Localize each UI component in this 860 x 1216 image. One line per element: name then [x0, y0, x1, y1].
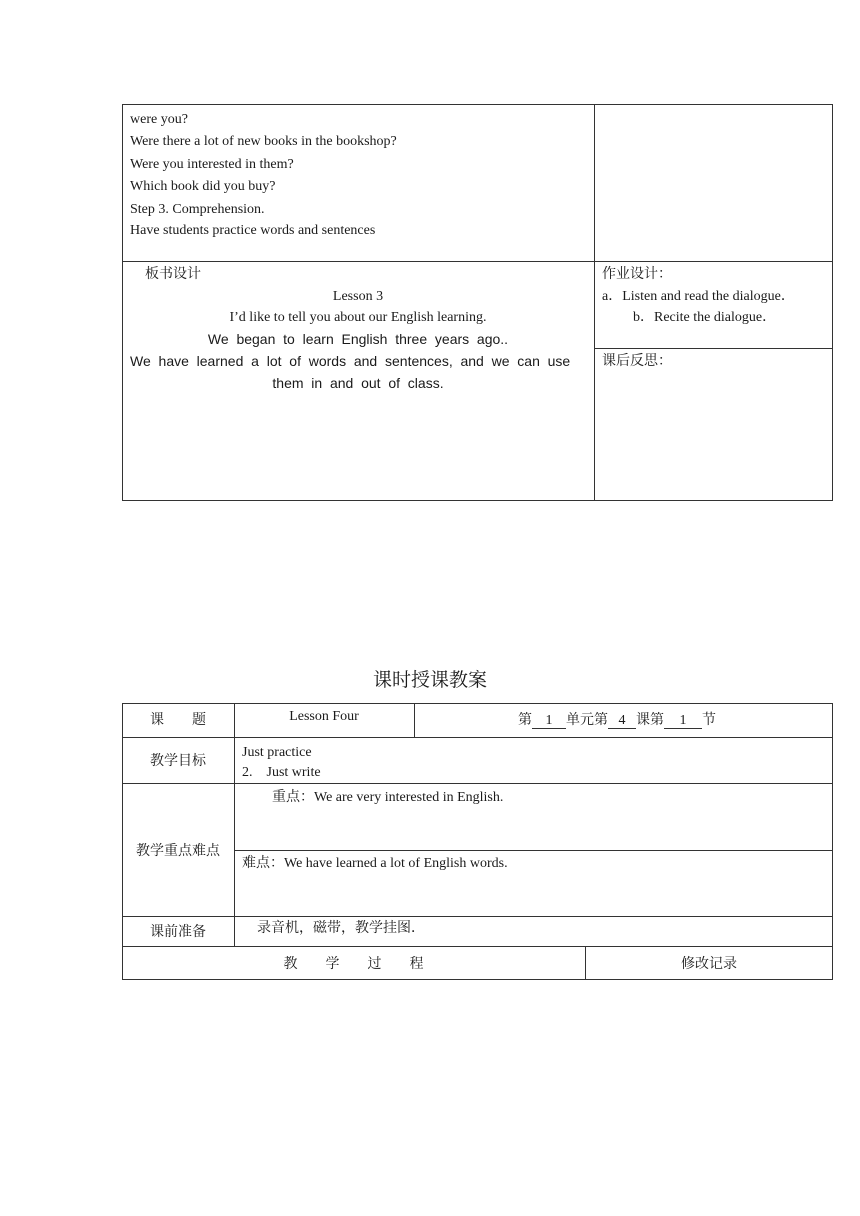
board-line: them in and out of class.: [272, 375, 444, 391]
unit-prefix: 第: [518, 713, 532, 728]
homework-item: a．Listen and read the dialogue．: [602, 289, 795, 304]
step-line: Which book did you buy?: [130, 179, 276, 194]
topic-value: Lesson Four: [289, 709, 359, 724]
row-divider: [122, 783, 833, 784]
prep-value: 录音机，磁带，教学挂图．: [257, 921, 425, 936]
step-line: Step 3. Comprehension.: [130, 202, 265, 217]
row-divider: [122, 737, 833, 738]
prep-label: 课前准备: [150, 925, 206, 940]
homework-label: 作业设计：: [602, 267, 672, 282]
lesson-number: 4: [608, 714, 636, 729]
row-divider: [122, 916, 833, 917]
topic-label: 课 题: [150, 713, 206, 728]
goal-item: Just practice: [242, 745, 312, 760]
board-line: I’d like to tell you about our English learning.: [229, 310, 487, 325]
step-line: Were you interested in them?: [130, 157, 294, 172]
upper-table-column-divider: [594, 104, 595, 501]
homework-reflection-divider: [594, 348, 833, 349]
step-line: were you?: [130, 112, 188, 127]
process-label: 教 学 过 程: [283, 957, 424, 972]
reflection-label: 课后反思：: [602, 354, 672, 369]
unit-suffix: 节: [702, 713, 716, 728]
key-difficult-label: 教学重点难点: [136, 844, 220, 859]
unit-lesson-period: [518, 713, 716, 729]
board-line: We have learned a lot of words and sentences, and we can use: [130, 353, 571, 369]
row-divider: [234, 850, 833, 851]
board-design-label: 板书设计: [145, 267, 201, 282]
goal-item: 2. Just write: [242, 765, 321, 780]
key-point: 重点：We are very interested in English.: [272, 790, 504, 805]
step-line: Were there a lot of new books in the bookshop?: [130, 134, 397, 149]
row-divider: [122, 946, 833, 947]
unit-mid-1: 单元第: [566, 713, 608, 728]
board-line: We began to learn English three years ago..: [207, 331, 509, 347]
homework-item: b．Recite the dialogue．: [633, 310, 777, 325]
unit-number: 1: [532, 714, 566, 729]
revision-label: 修改记录: [681, 957, 737, 972]
difficult-point: 难点：We have learned a lot of English words.: [242, 856, 508, 871]
page-title: 课时授课教案: [372, 670, 487, 691]
board-lesson-title: Lesson 3: [332, 289, 384, 304]
unit-mid-2: 课第: [636, 713, 664, 728]
upper-table-row-divider: [122, 261, 833, 262]
period-number: 1: [664, 714, 702, 729]
label-column-divider: [234, 703, 235, 946]
topic-unit-divider: [414, 703, 415, 737]
goals-label: 教学目标: [150, 754, 206, 769]
step-line: Have students practice words and sentences: [130, 223, 376, 238]
